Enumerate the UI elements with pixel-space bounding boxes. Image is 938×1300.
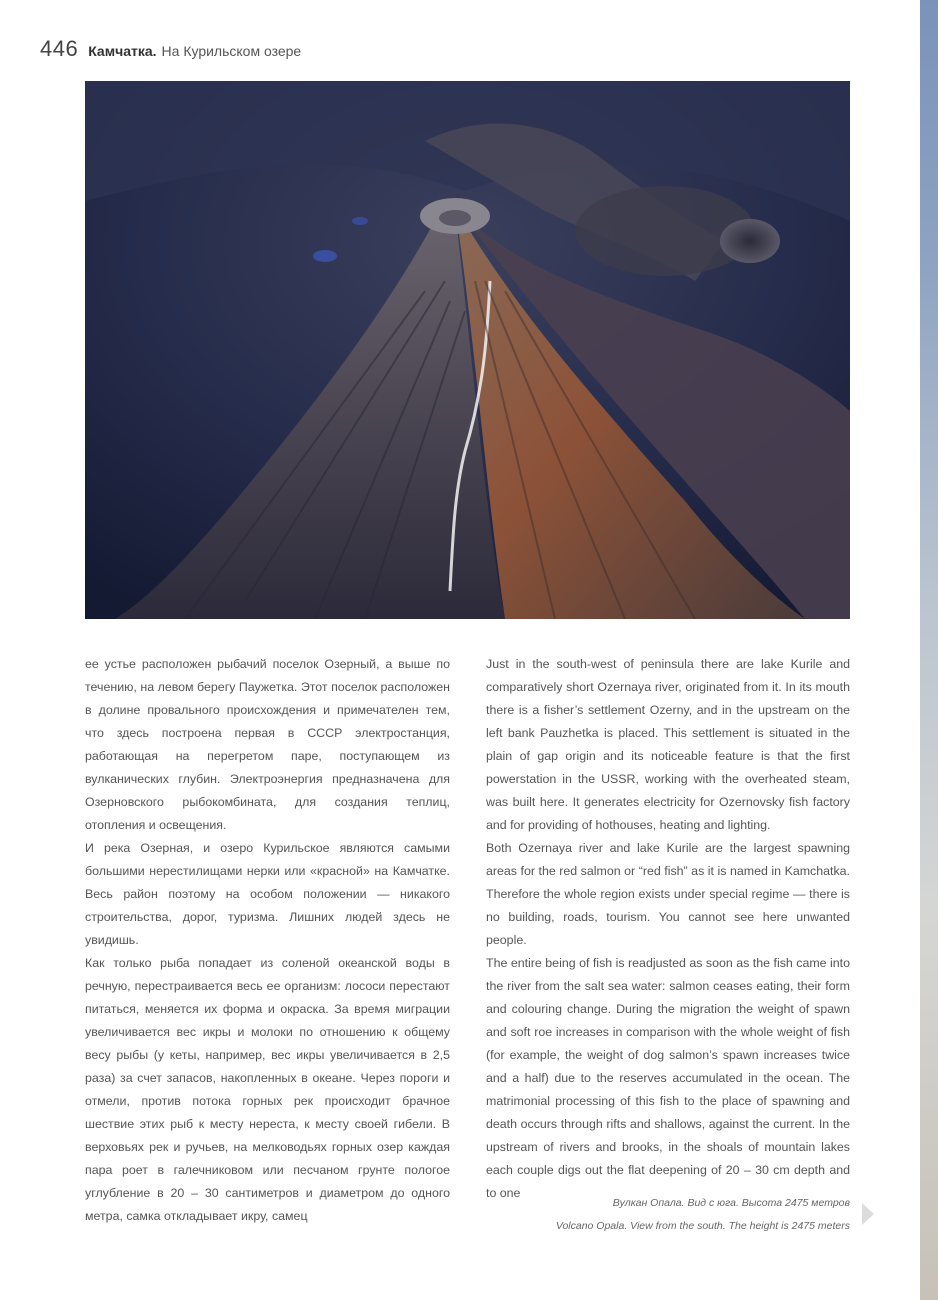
photo-caption: [556, 1192, 850, 1238]
ru-paragraph-1: ее устье расположен рыбачий поселок Озерный, а выше по течению, на левом берегу Паужетка. Этот поселок расположен в долине провального происхождения и примечателен тем, что здесь построена первая в СССР электростанция, работающая на перегретом паре, поступающем из вулканических глубин. Электроэнергия предназначена для Озерновского рыбокомбината, для создания теплиц, отопления и освещения.: [85, 657, 450, 832]
volcano-photo-icon: [85, 81, 850, 619]
en-paragraph-1: Just in the south-west of peninsula there are lake Kurile and comparatively short Ozernaya river, originated from it. In its mouth there is a fisher’s settlement Ozerny, and in the upstream on the left bank Pauzhetka is placed. This settlement is situated in the plain of gap origin and its noticeable feature is that the first powerstation in the USSR, working with the overheated steam, was built here. It generates electricity for Ozernovsky fish factory and for providing of hothouses, heating and lighting.: [486, 657, 850, 832]
section-subtitle: На Курильском озере: [161, 43, 302, 59]
caption-ru: Вулкан Опала. Вид с юга. Высота 2475 метров: [612, 1197, 850, 1209]
ru-paragraph-3: Как только рыба попадает из соленой океанской воды в речную, перестраивается весь ее организм: лососи перестают питаться, меняется их форма и окраска. За время миграции увеличивается вес икры и молоки по отношению к общему весу рыбы (у кеты, например, вес икры увеличивается в 2,5 раза) за счет запасов, накопленных в океане. Через пороги и отмели, против потока горных рек происходит брачное шествие этих рыб к месту нереста, к месту своей гибели. В верховьях рек и ручьев, на мелководьях горных озер каждая пара роет в галечниковом или песчаном грунте пологое углубление в 20 – 30 сантиметров и диаметром до одного метра, самка откладывает икру, самец: [85, 956, 450, 1223]
ru-paragraph-2: И река Озерная, и озеро Курильское являются самыми большими нерестилищами нерки или «красной» на Камчатке. Весь район поэтому на особом положении — никакого строительства, дорог, туризма. Лишних людей здесь не увидишь.: [85, 841, 450, 947]
en-paragraph-3: The entire being of fish is readjusted as soon as the fish came into the river from the salt sea water: salmon ceases eating, their form and colouring change. During the migration the weight of spawn and soft roe increases in comparison with the whole weight of fish (for example, the weight of dog salmon’s spawn increases twice and a half) due to the reserves accumulated in the ocean. The matrimonial processing of this fish to the place of spawning and death occurs through rifts and shallows, against the current. In the upstream of rivers and brooks, in the shoals of mountain lakes each couple digs out the flat deepening of 20 – 30 cm depth and to one: [486, 956, 850, 1200]
page-header: [40, 36, 301, 62]
section-title-dot: .: [152, 43, 157, 59]
english-text-column: [486, 653, 850, 1205]
page-edge-strip: [920, 0, 938, 1300]
next-page-arrow-icon[interactable]: [862, 1203, 874, 1225]
caption-en: Volcano Opala. View from the south. The height is 2475 meters: [555, 1220, 850, 1232]
section-title: Камчатка: [88, 43, 153, 59]
page-number: 446: [40, 36, 79, 61]
en-paragraph-2: Both Ozernaya river and lake Kurile are the largest spawning areas for the red salmon or “red fish” as it is named in Kamchatka. Therefore the whole region exists under special regime — there is no building, roads, tourism. You cannot see here unwanted people.: [486, 841, 850, 947]
russian-text-column: [85, 653, 450, 1228]
volcano-photo: [85, 81, 850, 619]
